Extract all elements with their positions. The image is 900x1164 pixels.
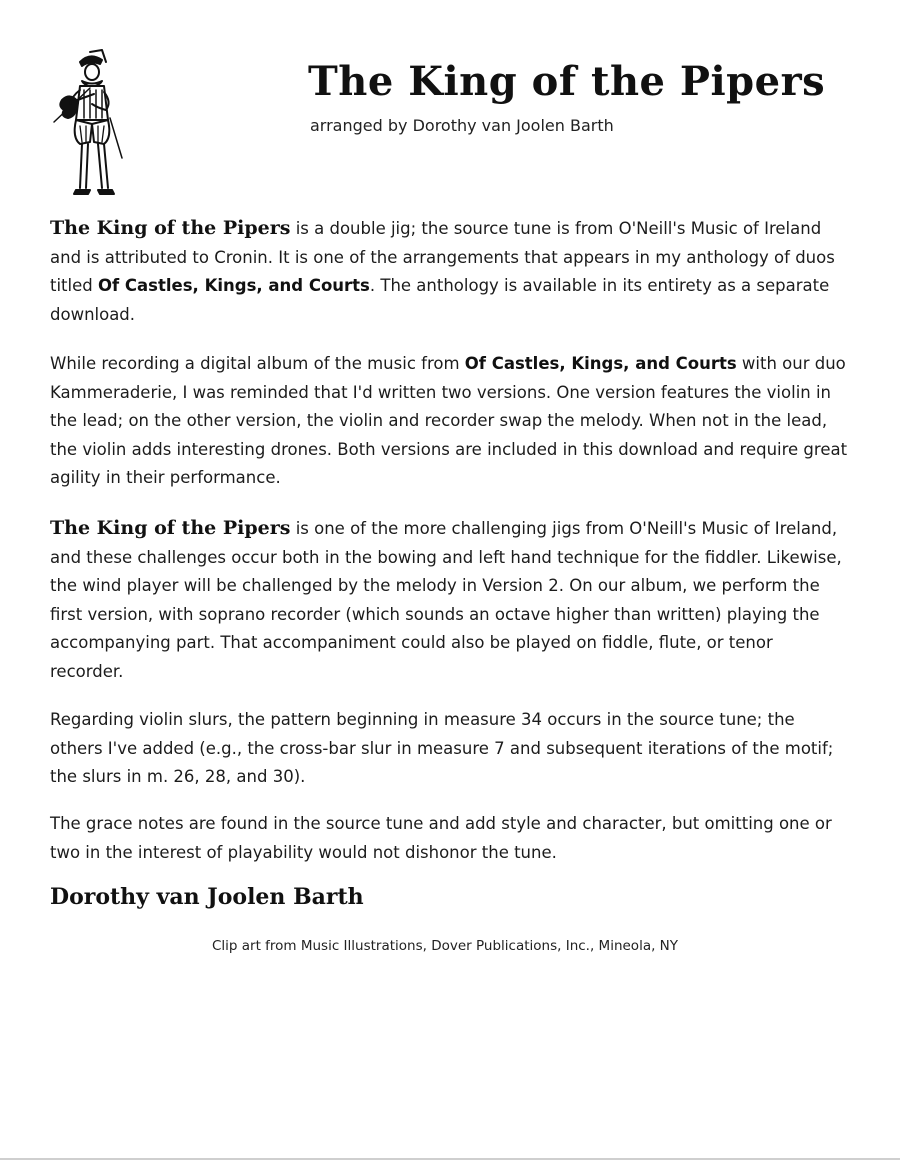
title-reference: The King of the Pipers: [50, 217, 291, 239]
anthology-title: Of Castles, Kings, and Courts: [464, 354, 737, 373]
title-reference: The King of the Pipers: [50, 517, 291, 539]
paragraph-text: is a double jig; the source tune is from O'Neill's Music of Ireland and is attributed to Cronin. It is one of the arrangements that appears in my anthology of duos titled: [50, 219, 835, 295]
page-bottom-edge: [0, 1158, 900, 1160]
paragraph-recording: [50, 350, 850, 493]
fiddler-illustration: [50, 48, 134, 208]
paragraph-challenges: [50, 514, 850, 686]
paragraph-text: with our duo Kammeraderie, I was reminded that I'd written two versions. One version features the violin in the lead; on the other version, the violin and recorder swap the melody. When not in the lead, the violin adds interesting drones. Both versions are included in this download and require great agility in their performance.: [50, 354, 848, 487]
paragraph-text: The grace notes are found in the source tune and add style and character, but omitting one or two in the interest of playability would not dishonor the tune.: [50, 814, 832, 862]
paragraph-grace-notes: [50, 810, 850, 867]
paragraph-intro: [50, 214, 850, 329]
clip-art-credit: Clip art from Music Illustrations, Dover Publications, Inc., Mineola, NY: [211, 938, 679, 954]
paragraph-text: Regarding violin slurs, the pattern beginning in measure 34 occurs in the source tune; the others I've added (e.g., the cross-bar slur in measure 7 and subsequent iterations of the motif; the slurs in m. 26, 28, and 30).: [50, 710, 834, 786]
paragraph-text: While recording a digital album of the music from: [50, 354, 465, 373]
page-title: The King of the Pipers: [308, 58, 826, 105]
arranger-subtitle: arranged by Dorothy van Joolen Barth: [310, 116, 614, 135]
author-signature: Dorothy van Joolen Barth: [50, 884, 364, 910]
anthology-title: Of Castles, Kings, and Courts: [97, 276, 370, 295]
paragraph-slurs: [50, 706, 850, 792]
paragraph-text: is one of the more challenging jigs from O'Neill's Music of Ireland, and these challenges occur both in the bowing and left hand technique for the fiddler. Likewise, the wind player will be challenged by the melody in Version 2. On our album, we perform the first version, with soprano recorder (which sounds an octave higher than written) playing the accompanying part. That accompaniment could also be played on fiddle, flute, or tenor recorder.: [50, 519, 842, 681]
paragraph-text: . The anthology is available in its entirety as a separate download.: [50, 276, 830, 324]
